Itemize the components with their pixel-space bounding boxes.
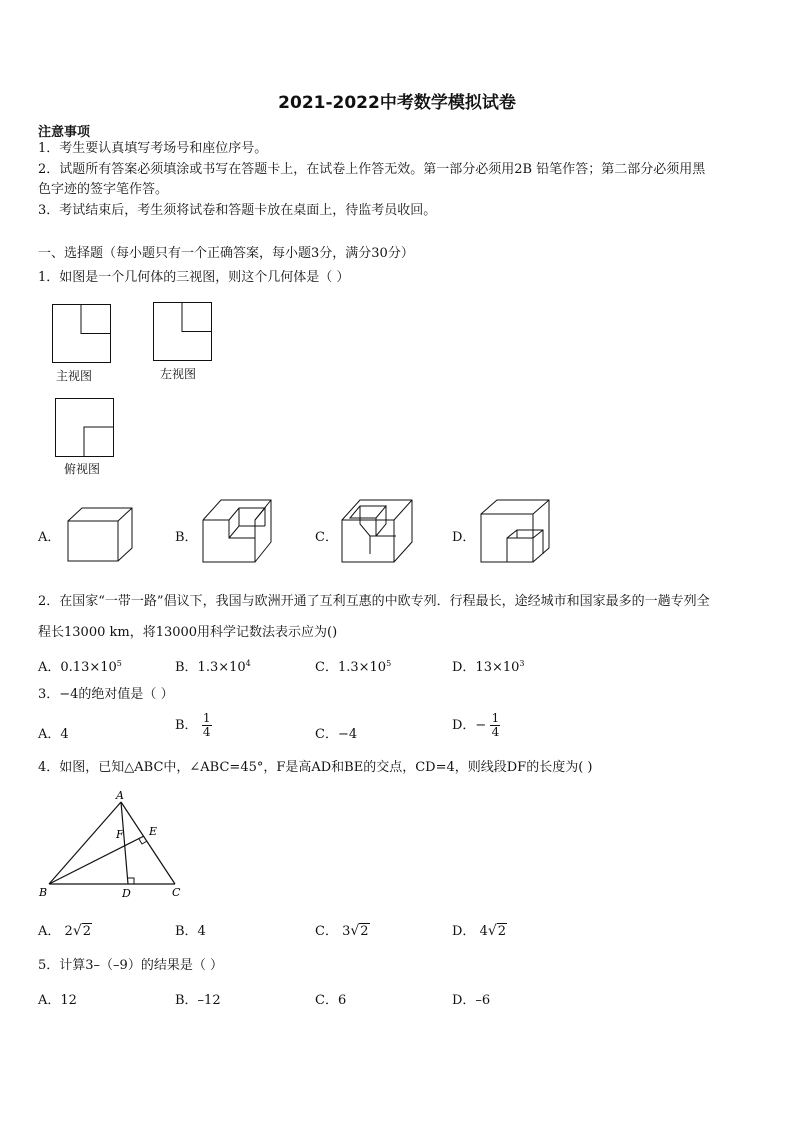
q4-option-a[interactable]	[38, 920, 92, 939]
front-view-label: 主视图	[56, 369, 93, 383]
q5-stem: 5．计算3–（–9）的结果是（ ）	[38, 958, 223, 973]
q4-option-d-label: D．	[452, 924, 476, 939]
q3-option-b-label: B．	[175, 718, 198, 733]
q3-stem: 3．−4的绝对值是（ ）	[38, 687, 174, 702]
q4-stem: 4．如图，已知△ABC中，∠ABC=45°，F是高AD和BE的交点，CD=4，则线段DF的长度为( )	[38, 760, 593, 775]
q5-option-d[interactable]: D．–6	[452, 993, 491, 1008]
q3-option-b-fraction	[202, 712, 212, 739]
q3-option-d-label: D．−	[452, 718, 487, 733]
q4-option-a-label: A．	[38, 924, 61, 939]
page-title: 2021-2022中考数学模拟试卷	[278, 93, 516, 113]
q5-option-c[interactable]: C．6	[315, 993, 347, 1008]
q4-option-c-label: C．	[315, 924, 338, 939]
q5-option-b[interactable]: B．–12	[175, 993, 221, 1008]
q2-option-d-exponent: 3	[519, 659, 525, 668]
option-c-cube-figure	[340, 496, 414, 564]
q2-option-d[interactable]	[452, 656, 525, 675]
q2-option-c-exponent: 5	[386, 659, 392, 668]
q3-option-b[interactable]	[175, 712, 212, 739]
q1-option-c[interactable]: C．	[315, 530, 338, 545]
point-f-label: F	[116, 828, 124, 841]
q4-option-b[interactable]: B．4	[175, 924, 206, 939]
front-view-figure	[52, 304, 112, 364]
q2-option-d-label: D．13×10	[452, 660, 520, 675]
radical-sign: √	[350, 923, 360, 939]
q1-option-b[interactable]: B．	[175, 530, 198, 545]
fraction-numerator: 1	[202, 711, 211, 725]
q4-option-d-radicand: 2	[497, 924, 507, 939]
fraction-denominator: 4	[202, 725, 211, 739]
option-d-cube-figure	[479, 498, 551, 564]
q2-option-a[interactable]	[38, 656, 122, 675]
top-view-figure	[55, 398, 115, 458]
option-a-cube-figure	[66, 506, 134, 562]
fraction-numerator: 1	[491, 711, 500, 725]
q2-option-b-label: B．1.3×10	[175, 660, 246, 675]
q2-option-b-exponent: 4	[245, 659, 251, 668]
q5-option-a[interactable]: A．12	[38, 993, 77, 1008]
point-e-label: E	[149, 825, 158, 838]
q2-option-c[interactable]	[315, 656, 391, 675]
q4-option-c[interactable]	[315, 920, 370, 939]
q2-option-a-exponent: 5	[116, 659, 122, 668]
point-b-label: B	[39, 886, 48, 899]
section-heading: 一、选择题（每小题只有一个正确答案，每小题3分，满分30分）	[38, 246, 414, 261]
fraction-denominator: 4	[491, 725, 500, 739]
triangle-abc-figure	[36, 790, 196, 902]
left-view-label: 左视图	[160, 367, 197, 381]
q1-option-a[interactable]: A．	[38, 530, 61, 545]
point-d-label: D	[122, 887, 131, 900]
q2-option-c-label: C．1.3×10	[315, 660, 387, 675]
q1-option-d[interactable]: D．	[452, 530, 476, 545]
q4-option-c-radicand: 2	[360, 924, 369, 939]
left-view-figure	[153, 302, 213, 362]
notice-heading: 注意事项	[38, 125, 91, 140]
q3-option-d-fraction	[490, 712, 500, 739]
q3-option-a[interactable]: A．4	[38, 727, 69, 742]
q4-option-d-coefficient: 4	[479, 924, 488, 939]
top-view-label: 俯视图	[64, 462, 101, 476]
notice-item-3: 3．考试结束后，考生须将试卷和答题卡放在桌面上，待监考员收回。	[38, 203, 437, 218]
q2-option-a-label: A．0.13×10	[38, 660, 117, 675]
q4-option-d[interactable]	[452, 920, 507, 939]
q4-option-c-coefficient: 3	[342, 924, 351, 939]
q3-option-c[interactable]: C．−4	[315, 727, 358, 742]
q1-stem: 1．如图是一个几何体的三视图，则这个几何体是（ ）	[38, 270, 350, 285]
q2-option-b[interactable]	[175, 656, 251, 675]
point-a-label: A	[116, 789, 124, 802]
radical-sign: √	[487, 923, 497, 939]
q2-stem-line2: 程长13000 km，将13000用科学记数法表示应为()	[38, 625, 338, 640]
q2-stem-line1: 2．在国家“一带一路”倡议下，我国与欧洲开通了互利互惠的中欧专列．行程最长，途经城市和国家最多的一趟专列全	[38, 594, 710, 609]
point-c-label: C	[172, 886, 181, 899]
radical-sign: √	[72, 923, 82, 939]
q4-option-a-radicand: 2	[82, 924, 92, 939]
notice-item-1: 1．考生要认真填写考场号和座位序号。	[38, 141, 268, 156]
q3-option-d[interactable]	[452, 712, 500, 739]
q4-option-a-coefficient: 2	[64, 924, 73, 939]
notice-item-2-cont: 色字迹的签字笔作答。	[38, 182, 169, 197]
notice-item-2: 2．试题所有答案必须填涂或书写在答题卡上，在试卷上作答无效。第一部分必须用2B 铅笔作答；第二部分必须用黑	[38, 162, 706, 177]
option-b-cube-figure	[201, 496, 273, 564]
